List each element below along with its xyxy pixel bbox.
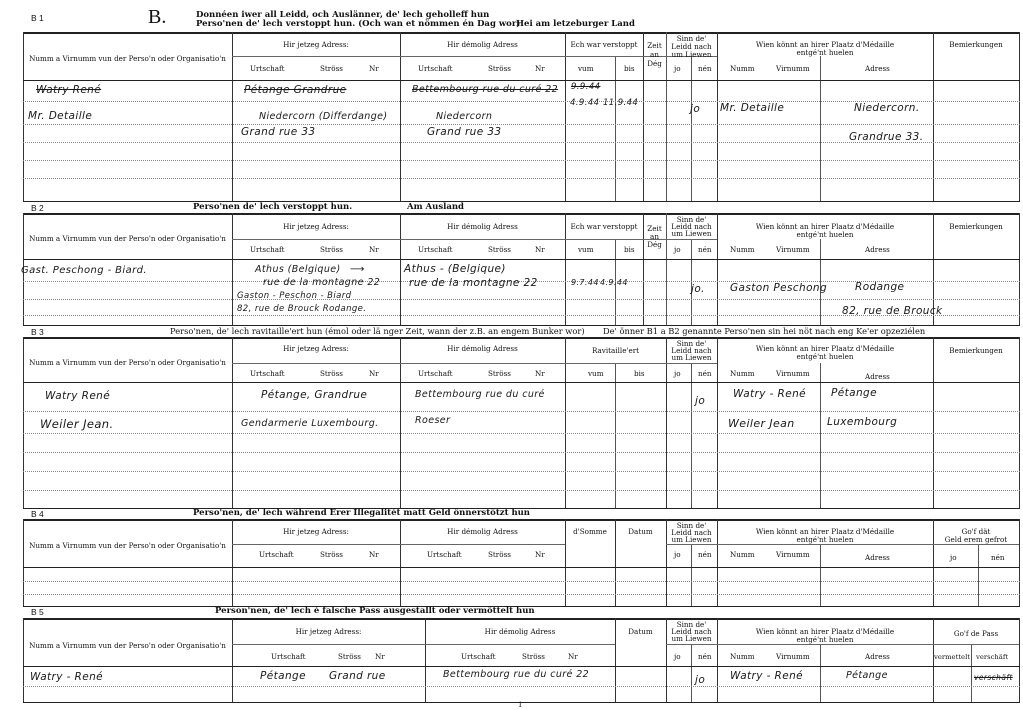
b4-sub-first: Numm [730, 550, 755, 559]
b5-col-purpose-2: Leidd nach [671, 627, 712, 636]
b3-sub-no: nén [698, 369, 712, 378]
b4-col-name: Numm a Virnumm vun der Perso'n oder Organisatio'n [29, 541, 226, 550]
b3-title-note: De' önner B1 a B2 genannte Perso'nen sin hei nöt nach eng Ke'er opzeziélen [603, 326, 926, 336]
b3-col-who-2: entgé'nt huelen [796, 352, 854, 361]
b2-sub-nr-2: Nr [535, 245, 545, 254]
section-b2 [23, 201, 1020, 325]
b3-sub-nr-2: Nr [535, 369, 545, 378]
b5-row-who-name: Watry - René [730, 670, 804, 682]
b5-col-purpose-3: um Liewen [671, 634, 712, 643]
b3-sub-street: Ströss [320, 369, 343, 378]
b4-col-date: Datum [628, 527, 653, 536]
b1-row1-from: 9.9.44 [571, 82, 601, 92]
b4-col-who-1: Wien könnt an hirer Plaatz d'Médaille [755, 527, 895, 536]
b1-row2-yes: jo [690, 103, 701, 115]
b2-col-current: Hir jetzeg Adress: [283, 222, 349, 231]
section-label-b1: B 1 [31, 13, 44, 23]
b1-col-purpose-3: um Liewen [671, 50, 712, 59]
b2-col-time-1: Zeit [647, 224, 662, 233]
b3-col-current: Hir jetzeg Adress: [283, 344, 349, 353]
b5-row-current2: Grand rue [329, 670, 386, 682]
b1-sub-from: vum [578, 64, 594, 73]
b3-row1-name: Watry René [45, 390, 111, 402]
b2-sub-yes: jo [674, 245, 681, 254]
b4-sub-last: Virnumm [776, 550, 810, 559]
b5-row-name: Watry - René [30, 671, 104, 683]
b2-row-from: 9.7.44 [571, 278, 599, 287]
b1-title-line1: Donnéen iwer all Leidd, och Auslänner, de' lech geholleff hun [196, 10, 490, 20]
b4-sub-address: Adress [865, 553, 890, 562]
b2-row-who-name: Gaston Peschong [730, 282, 828, 294]
section-b5 [23, 606, 1020, 702]
b5-col-who-1: Wien könnt an hirer Plaatz d'Médaille [755, 627, 895, 636]
b4-sub-no: nén [698, 550, 712, 559]
b1-col-time-3: Dég [647, 59, 662, 68]
b2-row-current4: 82, rue de Brouck Rodange. [237, 304, 367, 314]
b4-sub-place-2: Urtschaft [427, 550, 462, 559]
b5-sub-nr: Nr [375, 652, 385, 661]
b3-col-former: Hir démolig Adress [447, 344, 518, 353]
b1-sub-nr-2: Nr [535, 64, 545, 73]
b3-row1-current: Pétange, Grandrue [261, 389, 368, 401]
b3-row1-who-name: Watry - René [733, 388, 807, 400]
b1-col-hidden: Ech war verstoppt [570, 40, 638, 49]
b1-row2-from: 4.9.44 [570, 98, 600, 108]
b2-col-purpose-2: Leidd nach [671, 222, 712, 231]
b2-col-purpose-1: Sinn de' [676, 215, 707, 224]
b4-title: Perso'nen, de' lech während Erer Illegalitét matt Geld önnerstötzt hun [193, 508, 530, 518]
b3-sub-nr: Nr [369, 369, 379, 378]
b2-row-former2: rue de la montagne 22 [409, 277, 538, 289]
b5-col-purpose-1: Sinn de' [676, 620, 707, 629]
b4-sub-nr: Nr [369, 550, 379, 559]
b5-sub-street: Ströss [338, 652, 361, 661]
b3-row2-name: Weiler Jean. [40, 417, 114, 431]
b2-sub-nr: Nr [369, 245, 379, 254]
b4-col-who-2: entgé'nt huelen [796, 535, 854, 544]
section-label-b2: B 2 [31, 203, 44, 213]
b1-row2-who-name: Mr. Detaille [720, 102, 785, 114]
section-b4 [23, 508, 1020, 606]
b2-row-name: Gast. Peschong - Biard. [21, 265, 147, 276]
b4-sub-street-2: Ströss [488, 550, 511, 559]
b1-sub-address: Adress [865, 64, 890, 73]
b1-col-who-1: Wien könnt an hirer Plaatz d'Médaille [755, 40, 895, 49]
b1-col-who-2: entgé'nt huelen [796, 48, 854, 57]
b2-row-who-addr1: Rodange [855, 281, 905, 293]
b3-sub-address: Adress [865, 372, 890, 381]
b1-sub-street-2: Ströss [488, 64, 511, 73]
b3-row2-who-name: Weiler Jean [728, 417, 795, 430]
b3-col-purpose-3: um Liewen [671, 353, 712, 362]
b2-col-who-2: entgé'nt huelen [796, 230, 854, 239]
b1-sub-no: nén [698, 64, 712, 73]
b5-sub-place-2: Urtschaft [461, 652, 496, 661]
b3-title: Perso'nen, de' lech ravitaille'ert hun (émol oder lä nger Zeit, wann der z.B. an engem Bunker wor) [170, 326, 585, 336]
b4-col-purpose-2: Leidd nach [671, 528, 712, 537]
section-label-b4: B 4 [31, 509, 44, 519]
b2-col-hidden: Ech war verstoppt [570, 222, 638, 231]
b1-row2-former1: Niedercorn [436, 111, 493, 122]
b1-col-current: Hir jetzeg Adress: [283, 40, 349, 49]
b1-row2-current1: Niedercorn (Differdange) [259, 111, 388, 122]
b3-row2-who-addr: Luxembourg [827, 416, 898, 428]
b2-sub-street: Ströss [320, 245, 343, 254]
b1-sub-yes: jo [674, 64, 681, 73]
b2-sub-address: Adress [865, 245, 890, 254]
b1-sub-place-2: Urtschaft [418, 64, 453, 73]
b4-sub-place: Urtschaft [259, 550, 294, 559]
b5-sub-address: Adress [865, 652, 890, 661]
b2-col-name: Numm a Virnumm vun der Perso'n oder Organisatio'n [29, 234, 226, 243]
b1-title-land: Hei am letzeburger Land [516, 19, 635, 29]
b4-sub-yes-2: jo [950, 553, 957, 562]
b3-col-who-1: Wien könnt an hirer Plaatz d'Médaille [755, 344, 895, 353]
b1-sub-place: Urtschaft [250, 64, 285, 73]
b1-col-former: Hir démolig Adress [447, 40, 518, 49]
b5-sub-nr-2: Nr [568, 652, 578, 661]
b5-sub-first: Numm [730, 652, 755, 661]
b3-sub-last: Virnumm [776, 369, 810, 378]
b4-col-purpose-1: Sinn de' [676, 521, 707, 530]
b4-col-money-2: Geld erem gefrot [944, 535, 1008, 544]
b3-col-ravit: Ravitaille'ert [591, 346, 640, 355]
b2-col-time-2: an [650, 232, 659, 241]
b3-col-name: Numm a Virnumm vun der Perso'n oder Organisatio'n [29, 358, 226, 367]
b4-col-purpose-3: um Liewen [671, 535, 712, 544]
b2-sub-from: vum [578, 245, 594, 254]
b5-col-name: Numm a Virnumm vun der Perso'n oder Organisatio'n [29, 641, 226, 650]
b1-title-line2: Perso'nen de' lech verstoppt hun. (Och wan et nömmen én Dag wor) [196, 19, 521, 29]
section-label-b3: B 3 [31, 327, 44, 337]
b5-sub-issued: vermettelt [934, 653, 970, 661]
b2-row-current3: Gaston - Peschon - Biard [237, 291, 352, 301]
section-letter: B. [148, 6, 167, 28]
b3-sub-place: Urtschaft [250, 369, 285, 378]
b5-sub-made: verschäft [976, 653, 1009, 661]
b1-row1-former: Bettembourg rue du curé 22 [412, 84, 559, 95]
b4-sub-yes: jo [674, 550, 681, 559]
b3-row1-former: Bettembourg rue du curé [415, 389, 545, 400]
b4-sub-no-2: nén [991, 553, 1005, 562]
b2-row-yes: jo. [691, 283, 705, 295]
b3-col-remarks: Bemierkungen [949, 346, 1003, 355]
b2-row-current2: rue de la montagne 22 [263, 277, 381, 288]
b1-row1-name: Watry René [36, 84, 102, 96]
b1-col-purpose-2: Leidd nach [671, 42, 712, 51]
b1-sub-first: Numm [730, 64, 755, 73]
b1-col-time-2: an [650, 50, 659, 59]
b2-sub-no: nén [698, 245, 712, 254]
b3-sub-street-2: Ströss [488, 369, 511, 378]
b1-row2-who-addr1: Niedercorn. [854, 102, 920, 114]
b5-row-former: Bettembourg rue du curé 22 [443, 669, 590, 680]
b1-row2-who-addr2: Grandrue 33. [849, 131, 924, 143]
b1-sub-street: Ströss [320, 64, 343, 73]
b5-row-yes: jo [695, 674, 706, 686]
b4-col-former: Hir démolig Adress [447, 527, 518, 536]
section-b3 [23, 325, 1020, 508]
b2-sub-place-2: Urtschaft [418, 245, 453, 254]
b4-col-current: Hir jetzeg Adress: [283, 527, 349, 536]
b2-col-time-3: Dég [647, 240, 662, 249]
b1-row2-former2: Grand rue 33 [427, 126, 502, 138]
b3-col-purpose-2: Leidd nach [671, 346, 712, 355]
page-footer-mark: 1 [518, 701, 523, 709]
b2-row-to: 4.9.44 [600, 278, 628, 287]
b5-row-made: verschäft [974, 673, 1013, 682]
b1-col-remarks: Bemierkungen [949, 40, 1003, 49]
b5-title: Person'nen, de' lech é falsche Pass ausgestallt oder vermöttelt hun [215, 606, 535, 616]
b5-sub-place: Urtschaft [271, 652, 306, 661]
b5-col-former: Hir démolig Adress [484, 627, 556, 636]
section-b1 [23, 8, 1020, 201]
section-label-b5: B 5 [31, 607, 44, 617]
b1-col-name: Numm a Virnumm vun der Perso'n oder Organisatio'n [29, 54, 226, 63]
b2-col-purpose-3: um Liewen [671, 229, 712, 238]
b5-row-current1: Pétange [260, 670, 306, 682]
b2-sub-to: bis [624, 245, 635, 254]
b5-sub-last: Virnumm [776, 652, 810, 661]
b2-title-land: Am Ausland [407, 202, 464, 212]
b2-sub-first: Numm [730, 245, 755, 254]
b2-row-former1: Athus - (Belgique) [404, 263, 506, 275]
b1-row2-to: 11.9.44 [603, 98, 639, 108]
b1-row2-name: Mr. Detaille [28, 110, 93, 122]
b3-sub-yes: jo [674, 369, 681, 378]
b5-sub-yes: jo [674, 652, 681, 661]
b2-col-who-1: Wien könnt an hirer Plaatz d'Médaille [755, 222, 895, 231]
b3-row1-who-addr: Pétange [831, 387, 877, 399]
b4-col-money-1: Go'f dät [961, 527, 991, 536]
b2-col-former: Hir démolig Adress [447, 222, 518, 231]
b2-row-current1: Athus (Belgique) [255, 264, 341, 275]
b3-sub-to: bis [634, 369, 645, 378]
b1-row2-current2: Grand rue 33 [241, 126, 316, 138]
b3-sub-from: vum [588, 369, 604, 378]
b3-col-purpose-1: Sinn de' [676, 339, 707, 348]
b2-col-remarks: Bemierkungen [949, 222, 1003, 231]
b3-sub-place-2: Urtschaft [418, 369, 453, 378]
b2-sub-street-2: Ströss [488, 245, 511, 254]
b5-col-date: Datum [628, 627, 653, 636]
b4-sub-nr-2: Nr [535, 550, 545, 559]
b1-col-purpose-1: Sinn de' [676, 34, 707, 43]
b4-col-sum: d'Somme [573, 527, 607, 536]
b1-sub-last: Virnumm [776, 64, 810, 73]
b1-row1-current: Pétange Grandrue [244, 84, 347, 96]
b1-sub-nr: Nr [369, 64, 379, 73]
b3-row1-yes: jo [695, 395, 706, 407]
b5-col-pass: Go'f de Pass [953, 629, 999, 638]
b5-col-current: Hir jetzeg Adress: [295, 627, 362, 636]
b5-col-who-2: entgé'nt huelen [796, 635, 854, 644]
b5-sub-street-2: Ströss [522, 652, 545, 661]
b1-col-time-1: Zeit [647, 41, 662, 50]
b2-sub-last: Virnumm [776, 245, 810, 254]
b2-sub-place: Urtschaft [250, 245, 285, 254]
b2-title: Perso'nen de' lech verstoppt hun. [193, 202, 353, 212]
b3-sub-first: Numm [730, 369, 755, 378]
b4-sub-street: Ströss [320, 550, 343, 559]
b2-row-arrow: ⟶ [350, 264, 365, 275]
b3-row2-former: Roeser [415, 415, 451, 426]
b3-row2-current: Gendarmerie Luxembourg. [241, 418, 379, 429]
b5-row-who-addr: Pétange [846, 670, 888, 681]
b5-sub-no: nén [698, 652, 712, 661]
b2-row-who-addr2: 82, rue de Brouck [842, 305, 943, 317]
b1-sub-to: bis [624, 64, 635, 73]
